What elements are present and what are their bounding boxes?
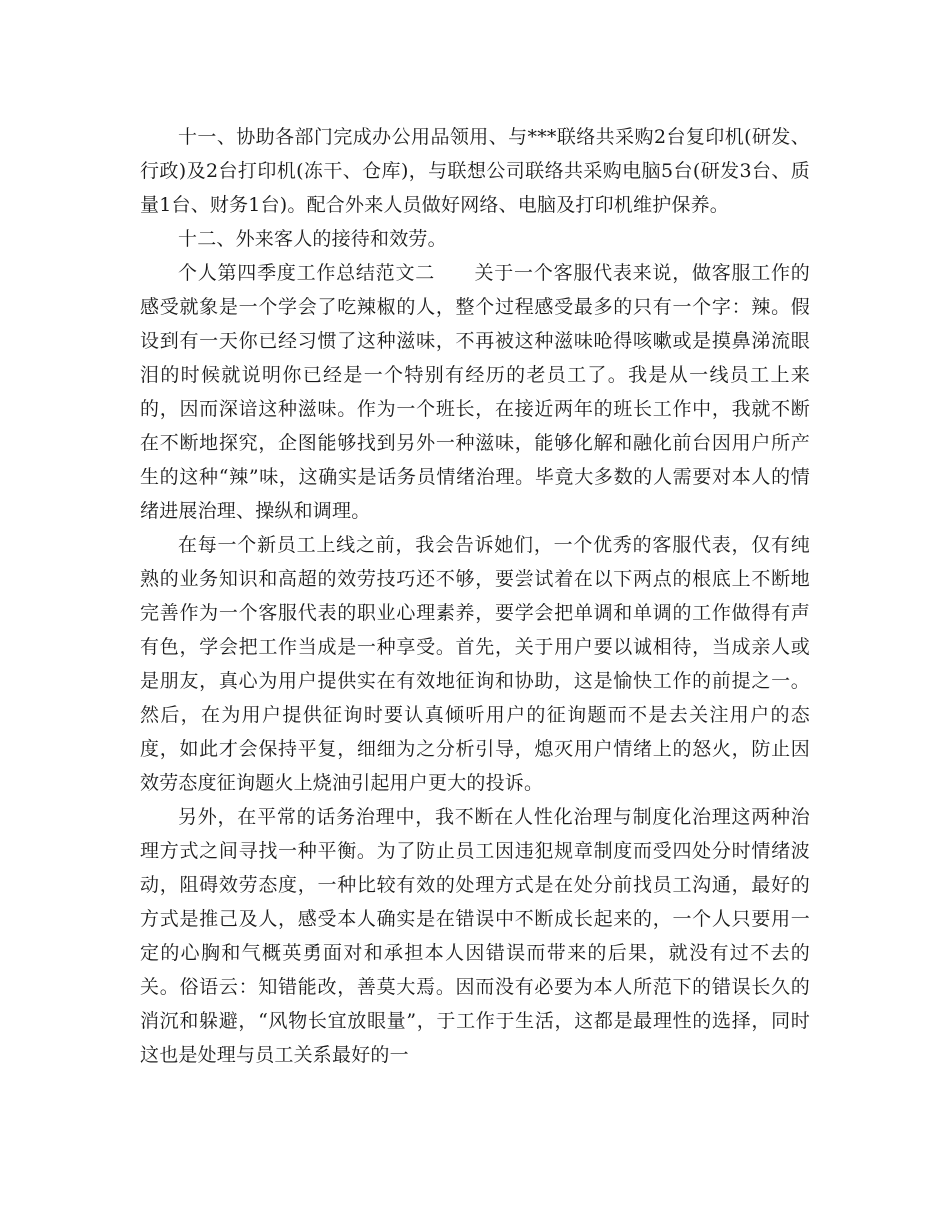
paragraph-new-staff: 在每一个新员工上线之前，我会告诉她们，一个优秀的客服代表，仅有纯熟的业务知识和高超的效劳技巧还不够，要尝试着在以下两点的根底上不断地完善作为一个客服代表的职业心理素养，要学会把单调和单调的工作做得有声有色，学会把工作当成是一种享受。首先，关于用户要以诚相待，当成亲人或是朋友，真心为用户提供实在有效地征询和协助，这是愉快工作的前提之一。然后，在为用户提供征询时要认真倾听用户的征询题而不是去关注用户的态度，如此才会保持平复，细细为之分析引导，熄灭用户情绪上的怒火，防止因效劳态度征询题火上烧油引起用户更大的投诉。 (140, 534, 810, 794)
paragraph-item-12: 十二、外来客人的接待和效劳。 (178, 228, 447, 250)
paragraph-summary-intro: 个人第四季度工作总结范文二 关于一个客服代表来说，做客服工作的感受就象是一个学会了吃辣椒的人，整个过程感受最多的只有一个字：辣。假设到有一天你已经习惯了这种滋味，不再被这种滋味呛得咳嗽或是摸鼻涕流眼泪的时候就说明你已经是一个特别有经历的老员工了。我是从一线员工上来的，因而深谙这种滋味。作为一个班长，在接近两年的班长工作中，我就不断在不断地探究，企图能够找到另外一种滋味，能够化解和融化前台因用户所产生的这种“辣”味，这确实是话务员情绪治理。毕竟大多数的人需要对本人的情绪进展治理、操纵和调理。 (140, 262, 810, 522)
paragraph-management: 另外，在平常的话务治理中，我不断在人性化治理与制度化治理这两种治理方式之间寻找一种平衡。为了防止员工因违犯规章制度而受四处分时情绪波动，阻碍效劳态度，一种比较有效的处理方式是在处分前找员工沟通，最好的方式是推己及人，感受本人确实是在错误中不断成长起来的，一个人只要用一定的心胸和气概英勇面对和承担本人因错误而带来的后果，就没有过不去的关。俗语云：知错能改，善莫大焉。因而没有必要为本人所范下的错误长久的消沉和躲避，“风物长宜放眼量”，于工作于生活，这都是最理性的选择，同时这也是处理与员工关系最好的一 (140, 806, 810, 1066)
document-body (140, 120, 810, 1072)
paragraph-item-11: 十一、协助各部门完成办公用品领用、与***联络共采购2台复印机(研发、行政)及2台打印机(冻干、仓库)，与联想公司联络共采购电脑5台(研发3台、质量1台、财务1台)。配合外来人员做好网络、电脑及打印机维护保养。 (140, 126, 810, 216)
